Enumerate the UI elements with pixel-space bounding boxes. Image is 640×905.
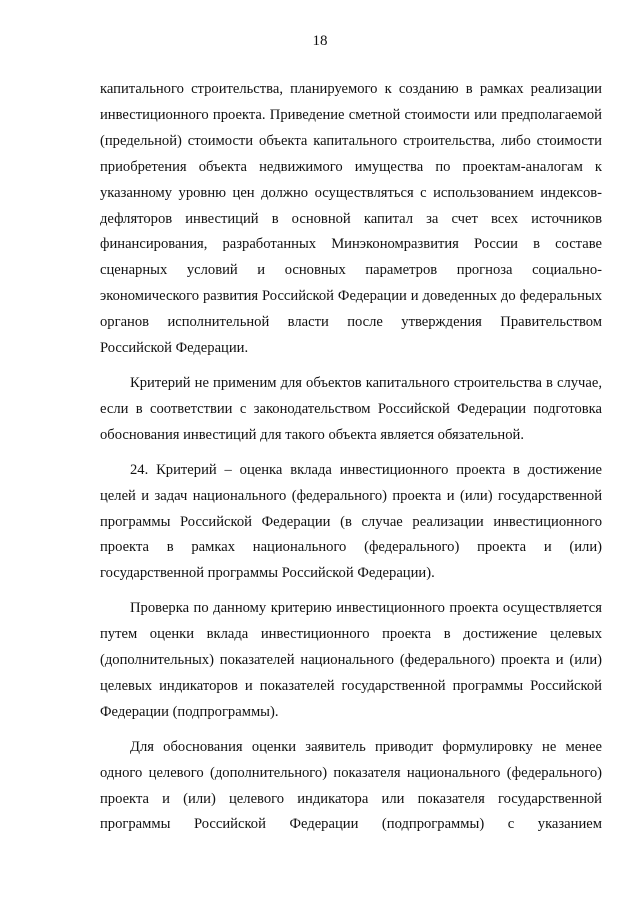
paragraph-justification: Для обоснования оценки заявитель приводит формулировку не менее одного целевого (дополнительного) показателя национального (федерального) проекта и (или) целевого индикатора или показателя государственной программы Российской Федерации (подпрограммы) с указанием [100, 738, 602, 833]
paragraph-criterion-24: 24. Критерий – оценка вклада инвестиционного проекта в достижение целей и задач национального (федерального) проекта и (или) государственной программы Российской Федерации (в случае реализации инвестиционного проекта в рамках национального (федерального) проекта и (или) государственной программы Российской Федерации). [100, 461, 602, 582]
document-body [100, 77, 602, 838]
paragraph-verification: Проверка по данному критерию инвестиционного проекта осуществляется путем оценки вклада инвестиционного проекта в достижение целевых (дополнительных) показателей национального (федерального) проекта и (или) целевых индикаторов и показателей государственной программы Российской Федерации (подпрограммы). [100, 600, 602, 720]
page-number: 18 [312, 33, 328, 49]
paragraph-criterion-not-applicable: Критерий не применим для объектов капитального строительства в случае, если в соответствии с законодательством Российской Федерации подготовка обоснования инвестиций для такого объекта является обязательной. [100, 374, 602, 443]
paragraph-capital-construction: капитального строительства, планируемого к созданию в рамках реализации инвестиционного проекта. Приведение сметной стоимости или предполагаемой (предельной) стоимости объекта капитального строительства, либо стоимости приобретения объекта недвижимого имущества по проектам-аналогам к указанному уровню цен должно осуществляться с использованием индексов-дефляторов инвестиций в основной капитал за счет всех источников финансирования, разработанных Минэкономразвития России в составе сценарных условий и основных параметров прогноза социально-экономического развития Российской Федерации и доведенных до федеральных органов исполнительной власти после утверждения Правительством Российской Федерации. [100, 81, 602, 357]
